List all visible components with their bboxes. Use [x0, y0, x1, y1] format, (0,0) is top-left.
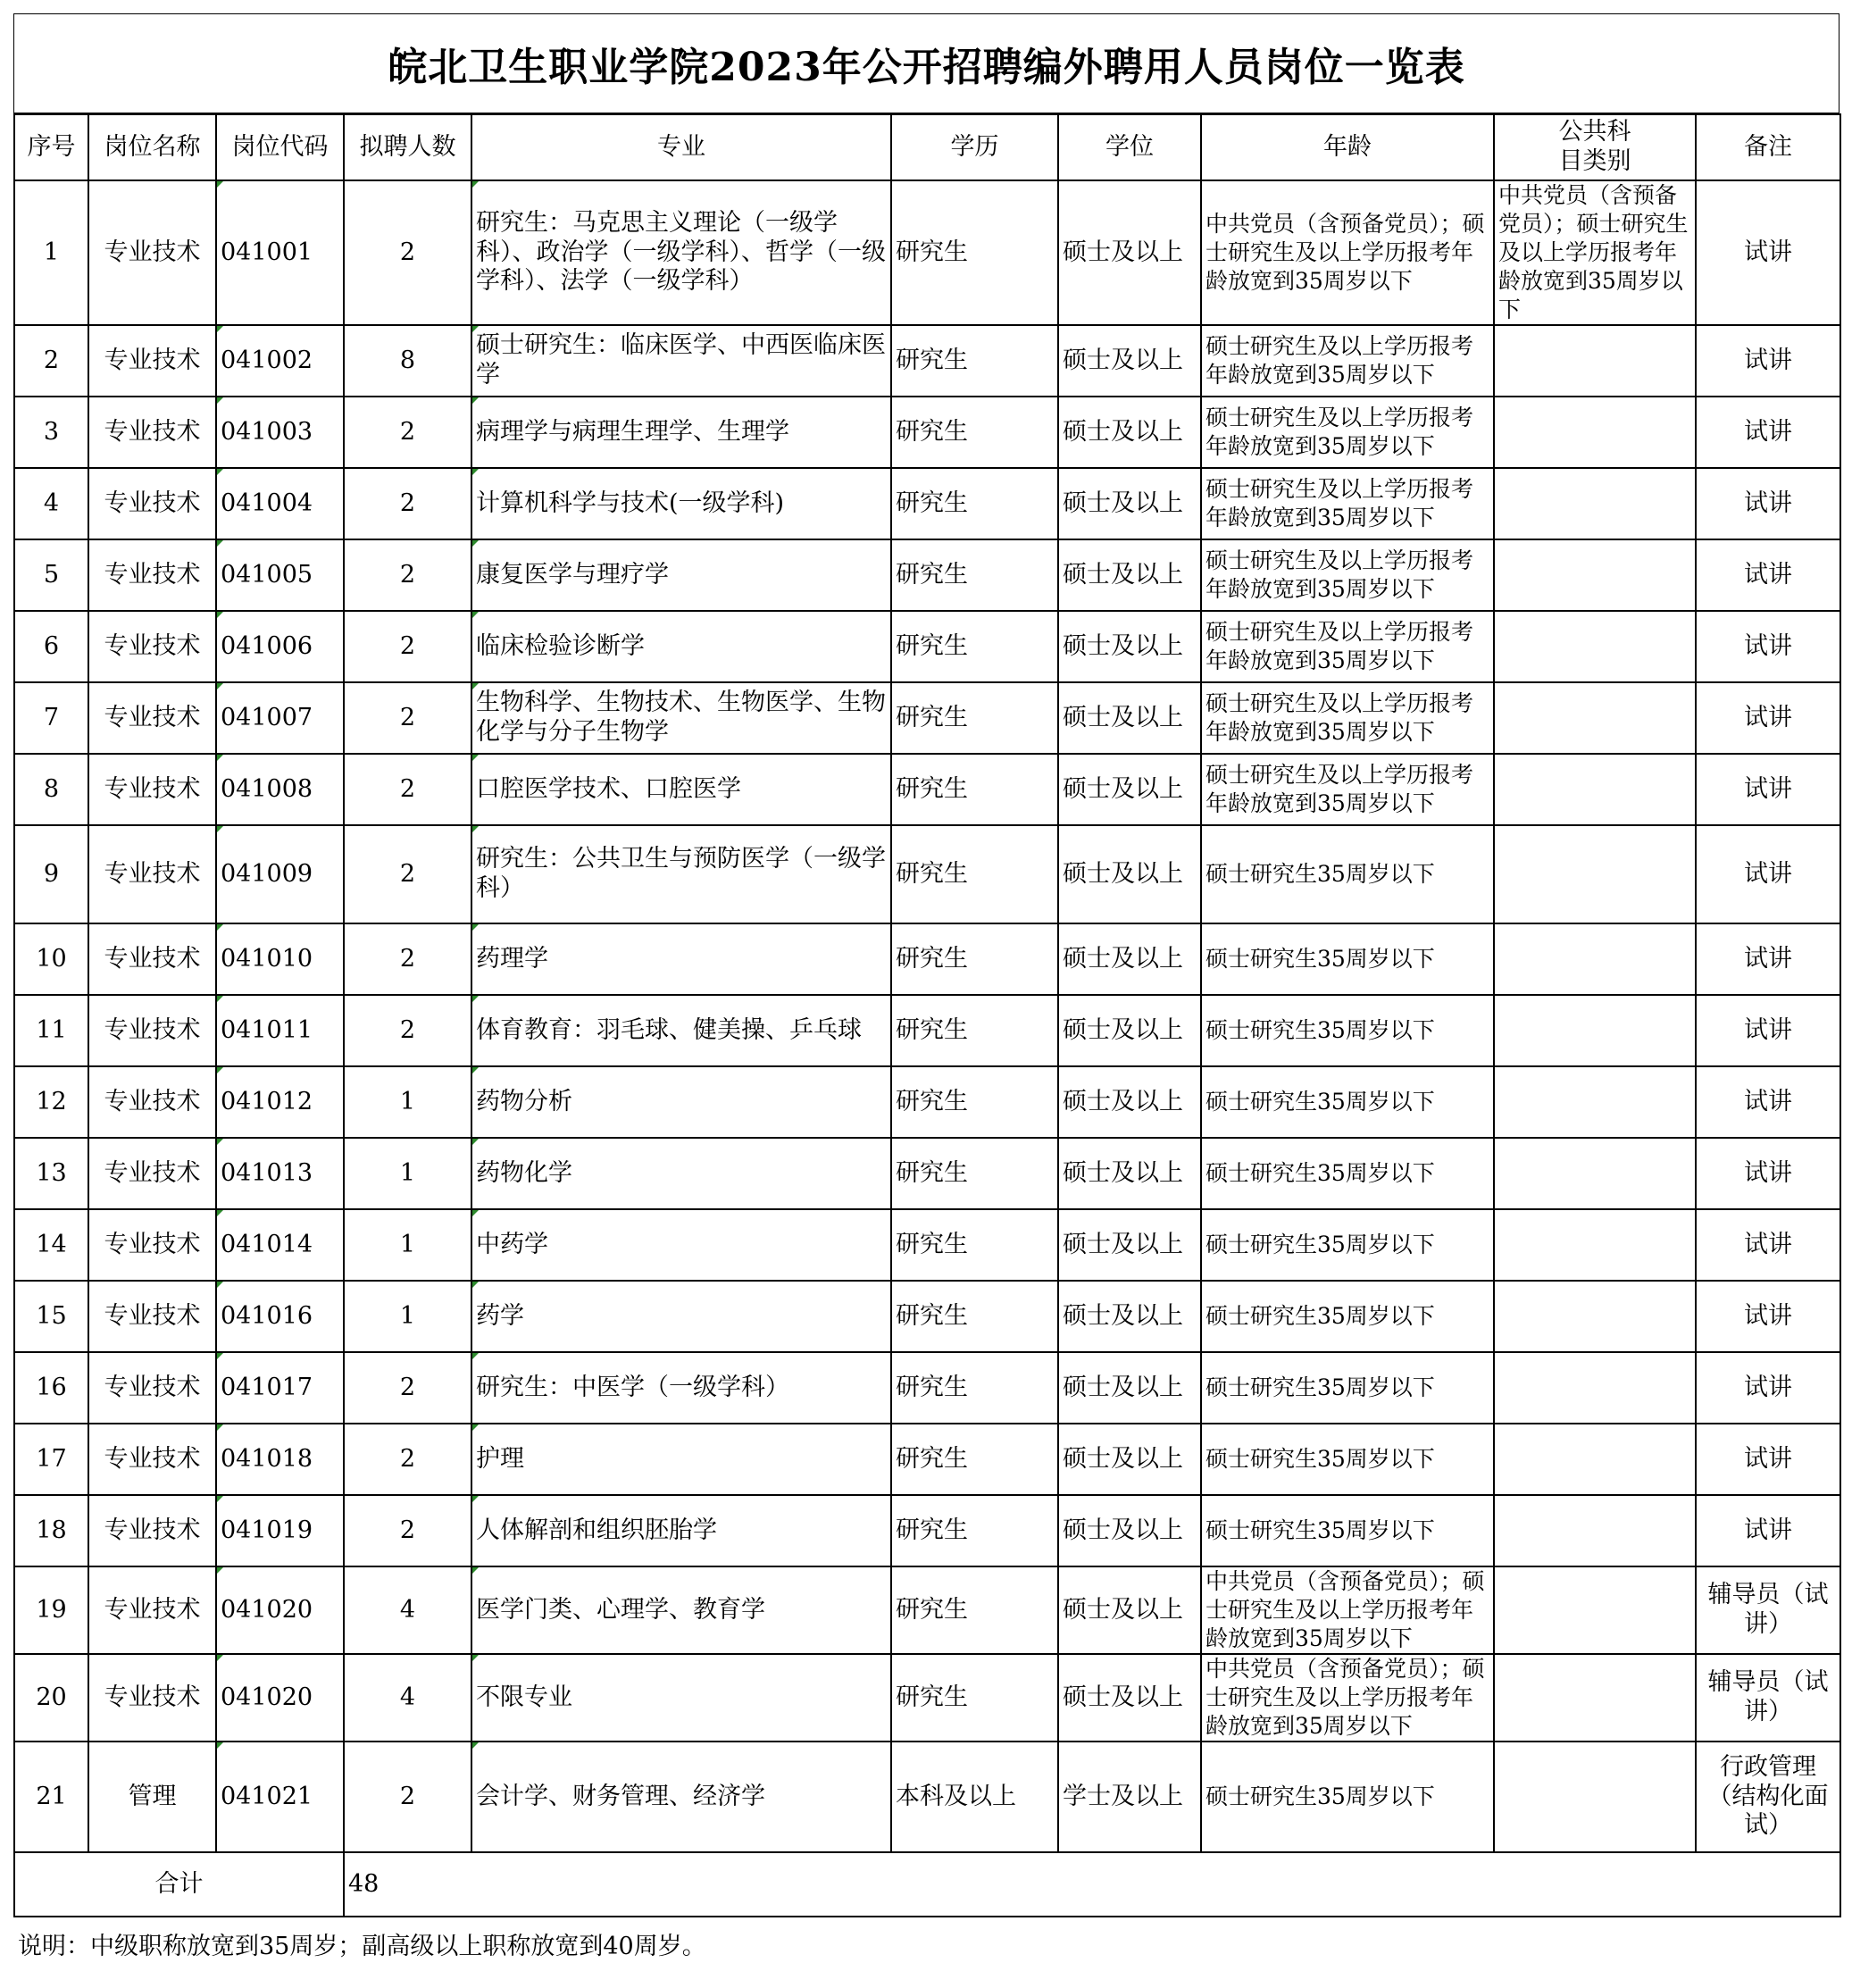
- cell-post-name: 专业技术: [88, 539, 216, 611]
- cell-remark: 试讲: [1696, 325, 1840, 397]
- cell-post-name: 专业技术: [88, 1654, 216, 1742]
- cell-seq: 4: [14, 468, 88, 539]
- cell-age: 中共党员（含预备党员）；硕士研究生及以上学历报考年龄放宽到35周岁以下: [1201, 180, 1494, 325]
- cell-post-name: 专业技术: [88, 468, 216, 539]
- cell-education: 研究生: [891, 1654, 1058, 1742]
- cell-subject: [1494, 611, 1696, 682]
- cell-degree: 硕士及以上: [1058, 1209, 1201, 1281]
- cell-remark: 试讲: [1696, 1209, 1840, 1281]
- cell-degree: 硕士及以上: [1058, 468, 1201, 539]
- header-post-code: 岗位代码: [216, 114, 344, 180]
- cell-post-code: 041019: [216, 1495, 344, 1566]
- cell-seq: 19: [14, 1566, 88, 1654]
- cell-age: 硕士研究生及以上学历报考年龄放宽到35周岁以下: [1201, 682, 1494, 754]
- cell-post-code: 041012: [216, 1066, 344, 1138]
- cell-degree: 硕士及以上: [1058, 1281, 1201, 1352]
- cell-post-name: 专业技术: [88, 1566, 216, 1654]
- total-value: 48: [344, 1852, 1840, 1917]
- cell-post-code: 041003: [216, 397, 344, 468]
- table-row: [14, 180, 1840, 325]
- header-count: 拟聘人数: [344, 114, 471, 180]
- cell-subject: [1494, 1742, 1696, 1852]
- table-row: [14, 1281, 1840, 1352]
- cell-age: 硕士研究生35周岁以下: [1201, 1352, 1494, 1424]
- cell-count: 2: [344, 923, 471, 995]
- cell-post-code: 041004: [216, 468, 344, 539]
- cell-age: 中共党员（含预备党员）；硕士研究生及以上学历报考年龄放宽到35周岁以下: [1201, 1566, 1494, 1654]
- cell-education: 研究生: [891, 539, 1058, 611]
- table-body: [14, 180, 1840, 1852]
- note-row: [14, 1917, 1840, 1976]
- cell-seq: 6: [14, 611, 88, 682]
- cell-education: 研究生: [891, 325, 1058, 397]
- cell-education: 研究生: [891, 180, 1058, 325]
- cell-subject: [1494, 825, 1696, 923]
- cell-subject: [1494, 1138, 1696, 1209]
- table-row: [14, 1138, 1840, 1209]
- cell-count: 8: [344, 325, 471, 397]
- cell-subject: [1494, 468, 1696, 539]
- cell-post-code: 041007: [216, 682, 344, 754]
- cell-subject: [1494, 1495, 1696, 1566]
- cell-education: 研究生: [891, 397, 1058, 468]
- cell-subject: [1494, 325, 1696, 397]
- cell-degree: 硕士及以上: [1058, 180, 1201, 325]
- header-post-name: 岗位名称: [88, 114, 216, 180]
- table-row: [14, 1352, 1840, 1424]
- cell-post-name: 专业技术: [88, 397, 216, 468]
- cell-subject: [1494, 1654, 1696, 1742]
- cell-post-code: 041009: [216, 825, 344, 923]
- cell-seq: 15: [14, 1281, 88, 1352]
- cell-remark: 试讲: [1696, 1281, 1840, 1352]
- header-remark: 备注: [1696, 114, 1840, 180]
- cell-count: 1: [344, 1209, 471, 1281]
- cell-subject: [1494, 1566, 1696, 1654]
- cell-post-name: 专业技术: [88, 923, 216, 995]
- cell-age: 硕士研究生35周岁以下: [1201, 1281, 1494, 1352]
- cell-post-code: 041020: [216, 1654, 344, 1742]
- cell-post-name: 专业技术: [88, 1352, 216, 1424]
- cell-major: 病理学与病理生理学、生理学: [471, 397, 891, 468]
- cell-major: 人体解剖和组织胚胎学: [471, 1495, 891, 1566]
- table-row: [14, 539, 1840, 611]
- header-major: 专业: [471, 114, 891, 180]
- cell-degree: 硕士及以上: [1058, 325, 1201, 397]
- cell-age: 硕士研究生及以上学历报考年龄放宽到35周岁以下: [1201, 611, 1494, 682]
- cell-remark: 试讲: [1696, 397, 1840, 468]
- cell-subject: [1494, 1352, 1696, 1424]
- cell-remark: 试讲: [1696, 611, 1840, 682]
- cell-education: 研究生: [891, 754, 1058, 825]
- cell-education: 研究生: [891, 825, 1058, 923]
- cell-post-code: 041021: [216, 1742, 344, 1852]
- total-label: 合计: [14, 1852, 344, 1917]
- cell-remark: 试讲: [1696, 539, 1840, 611]
- cell-post-code: 041017: [216, 1352, 344, 1424]
- cell-post-code: 041014: [216, 1209, 344, 1281]
- cell-age: 硕士研究生35周岁以下: [1201, 1495, 1494, 1566]
- cell-age: 中共党员（含预备党员）；硕士研究生及以上学历报考年龄放宽到35周岁以下: [1201, 1654, 1494, 1742]
- cell-post-name: 专业技术: [88, 1138, 216, 1209]
- positions-table: [13, 113, 1841, 1976]
- cell-remark: 试讲: [1696, 754, 1840, 825]
- cell-subject: [1494, 923, 1696, 995]
- cell-age: 硕士研究生35周岁以下: [1201, 1138, 1494, 1209]
- cell-education: 研究生: [891, 923, 1058, 995]
- cell-post-code: 041016: [216, 1281, 344, 1352]
- cell-subject: [1494, 1424, 1696, 1495]
- cell-count: 2: [344, 682, 471, 754]
- total-row: [14, 1852, 1840, 1917]
- cell-count: 1: [344, 1066, 471, 1138]
- header-age: 年龄: [1201, 114, 1494, 180]
- cell-major: 计算机科学与技术(一级学科): [471, 468, 891, 539]
- cell-seq: 8: [14, 754, 88, 825]
- table-row: [14, 1209, 1840, 1281]
- cell-count: 4: [344, 1654, 471, 1742]
- cell-education: 研究生: [891, 1424, 1058, 1495]
- cell-major: 药学: [471, 1281, 891, 1352]
- cell-subject: [1494, 754, 1696, 825]
- cell-major: 研究生：中医学（一级学科）: [471, 1352, 891, 1424]
- cell-post-name: 专业技术: [88, 1066, 216, 1138]
- cell-count: 2: [344, 539, 471, 611]
- cell-major: 体育教育：羽毛球、健美操、乒乓球: [471, 995, 891, 1066]
- cell-major: 中药学: [471, 1209, 891, 1281]
- cell-education: 研究生: [891, 682, 1058, 754]
- cell-education: 研究生: [891, 1495, 1058, 1566]
- cell-count: 1: [344, 1138, 471, 1209]
- cell-major: 临床检验诊断学: [471, 611, 891, 682]
- cell-education: 研究生: [891, 1066, 1058, 1138]
- recruitment-sheet: [13, 13, 1839, 1976]
- cell-age: 硕士研究生及以上学历报考年龄放宽到35周岁以下: [1201, 397, 1494, 468]
- cell-post-code: 041011: [216, 995, 344, 1066]
- cell-major: 康复医学与理疗学: [471, 539, 891, 611]
- cell-major: 不限专业: [471, 1654, 891, 1742]
- cell-subject: [1494, 995, 1696, 1066]
- table-row: [14, 397, 1840, 468]
- table-row: [14, 325, 1840, 397]
- cell-post-code: 041010: [216, 923, 344, 995]
- cell-age: 硕士研究生35周岁以下: [1201, 1424, 1494, 1495]
- cell-remark: 辅导员（试讲）: [1696, 1654, 1840, 1742]
- cell-post-name: 专业技术: [88, 180, 216, 325]
- cell-count: 2: [344, 1495, 471, 1566]
- cell-count: 2: [344, 611, 471, 682]
- cell-age: 硕士研究生35周岁以下: [1201, 995, 1494, 1066]
- cell-age: 硕士研究生35周岁以下: [1201, 1209, 1494, 1281]
- cell-seq: 20: [14, 1654, 88, 1742]
- cell-post-name: 专业技术: [88, 754, 216, 825]
- table-row: [14, 1495, 1840, 1566]
- cell-seq: 5: [14, 539, 88, 611]
- cell-degree: 硕士及以上: [1058, 539, 1201, 611]
- cell-post-name: 专业技术: [88, 995, 216, 1066]
- page-title: 皖北卫生职业学院2023年公开招聘编外聘用人员岗位一览表: [13, 13, 1839, 113]
- cell-post-name: 专业技术: [88, 682, 216, 754]
- cell-age: 硕士研究生及以上学历报考年龄放宽到35周岁以下: [1201, 468, 1494, 539]
- table-row: [14, 995, 1840, 1066]
- cell-degree: 硕士及以上: [1058, 397, 1201, 468]
- cell-seq: 16: [14, 1352, 88, 1424]
- cell-count: 2: [344, 1352, 471, 1424]
- cell-post-name: 专业技术: [88, 325, 216, 397]
- cell-degree: 硕士及以上: [1058, 1424, 1201, 1495]
- cell-major: 药物化学: [471, 1138, 891, 1209]
- cell-major: 研究生：马克思主义理论（一级学科）、政治学（一级学科）、哲学（一级学科）、法学（一级学科）: [471, 180, 891, 325]
- cell-degree: 硕士及以上: [1058, 682, 1201, 754]
- cell-count: 1: [344, 1281, 471, 1352]
- table-row: [14, 682, 1840, 754]
- cell-subject: [1494, 1209, 1696, 1281]
- cell-remark: 试讲: [1696, 825, 1840, 923]
- cell-post-name: 专业技术: [88, 611, 216, 682]
- cell-degree: 硕士及以上: [1058, 923, 1201, 995]
- cell-post-code: 041001: [216, 180, 344, 325]
- cell-post-code: 041002: [216, 325, 344, 397]
- cell-count: 2: [344, 754, 471, 825]
- cell-subject: [1494, 539, 1696, 611]
- cell-major: 会计学、财务管理、经济学: [471, 1742, 891, 1852]
- cell-post-name: 专业技术: [88, 1495, 216, 1566]
- cell-seq: 11: [14, 995, 88, 1066]
- table-row: [14, 468, 1840, 539]
- cell-subject: [1494, 397, 1696, 468]
- cell-education: 研究生: [891, 1209, 1058, 1281]
- cell-major: 生物科学、生物技术、生物医学、生物化学与分子生物学: [471, 682, 891, 754]
- header-education: 学历: [891, 114, 1058, 180]
- cell-remark: 试讲: [1696, 682, 1840, 754]
- cell-remark: 行政管理（结构化面试）: [1696, 1742, 1840, 1852]
- table-row: [14, 923, 1840, 995]
- cell-count: 2: [344, 1742, 471, 1852]
- cell-education: 研究生: [891, 1281, 1058, 1352]
- cell-post-code: 041005: [216, 539, 344, 611]
- cell-seq: 9: [14, 825, 88, 923]
- cell-seq: 21: [14, 1742, 88, 1852]
- cell-age: 硕士研究生35周岁以下: [1201, 825, 1494, 923]
- cell-degree: 硕士及以上: [1058, 1138, 1201, 1209]
- cell-age: 硕士研究生及以上学历报考年龄放宽到35周岁以下: [1201, 539, 1494, 611]
- cell-seq: 17: [14, 1424, 88, 1495]
- cell-count: 2: [344, 397, 471, 468]
- cell-subject: [1494, 682, 1696, 754]
- cell-remark: 试讲: [1696, 1138, 1840, 1209]
- cell-post-code: 041018: [216, 1424, 344, 1495]
- cell-subject: [1494, 1066, 1696, 1138]
- cell-seq: 7: [14, 682, 88, 754]
- header-subject: 公共科目类别: [1494, 114, 1696, 180]
- cell-remark: 试讲: [1696, 1066, 1840, 1138]
- cell-major: 医学门类、心理学、教育学: [471, 1566, 891, 1654]
- cell-remark: 试讲: [1696, 1424, 1840, 1495]
- cell-remark: 试讲: [1696, 468, 1840, 539]
- cell-seq: 3: [14, 397, 88, 468]
- cell-seq: 1: [14, 180, 88, 325]
- header-degree: 学位: [1058, 114, 1201, 180]
- table-row: [14, 1066, 1840, 1138]
- cell-count: 2: [344, 180, 471, 325]
- cell-count: 4: [344, 1566, 471, 1654]
- cell-degree: 硕士及以上: [1058, 825, 1201, 923]
- cell-education: 研究生: [891, 468, 1058, 539]
- cell-post-code: 041006: [216, 611, 344, 682]
- cell-degree: 硕士及以上: [1058, 995, 1201, 1066]
- cell-degree: 学士及以上: [1058, 1742, 1201, 1852]
- cell-age: 硕士研究生35周岁以下: [1201, 1742, 1494, 1852]
- cell-count: 2: [344, 825, 471, 923]
- cell-count: 2: [344, 995, 471, 1066]
- cell-age: 硕士研究生35周岁以下: [1201, 1066, 1494, 1138]
- cell-seq: 13: [14, 1138, 88, 1209]
- cell-seq: 18: [14, 1495, 88, 1566]
- cell-seq: 14: [14, 1209, 88, 1281]
- cell-seq: 10: [14, 923, 88, 995]
- cell-education: 研究生: [891, 1138, 1058, 1209]
- cell-count: 2: [344, 468, 471, 539]
- header-row: [14, 114, 1840, 180]
- table-row: [14, 1654, 1840, 1742]
- cell-major: 口腔医学技术、口腔医学: [471, 754, 891, 825]
- cell-post-name: 专业技术: [88, 1281, 216, 1352]
- cell-remark: 试讲: [1696, 995, 1840, 1066]
- table-row: [14, 1424, 1840, 1495]
- cell-degree: 硕士及以上: [1058, 1566, 1201, 1654]
- cell-remark: 试讲: [1696, 1352, 1840, 1424]
- cell-education: 研究生: [891, 1566, 1058, 1654]
- cell-seq: 12: [14, 1066, 88, 1138]
- cell-seq: 2: [14, 325, 88, 397]
- header-seq: 序号: [14, 114, 88, 180]
- cell-post-name: 管理: [88, 1742, 216, 1852]
- cell-education: 研究生: [891, 611, 1058, 682]
- cell-degree: 硕士及以上: [1058, 1066, 1201, 1138]
- cell-age: 硕士研究生35周岁以下: [1201, 923, 1494, 995]
- cell-subject: 中共党员（含预备党员）；硕士研究生及以上学历报考年龄放宽到35周岁以下: [1494, 180, 1696, 325]
- cell-post-name: 专业技术: [88, 825, 216, 923]
- table-row: [14, 1566, 1840, 1654]
- cell-subject: [1494, 1281, 1696, 1352]
- cell-major: 研究生：公共卫生与预防医学（一级学科）: [471, 825, 891, 923]
- cell-degree: 硕士及以上: [1058, 1495, 1201, 1566]
- cell-post-name: 专业技术: [88, 1209, 216, 1281]
- cell-post-code: 041020: [216, 1566, 344, 1654]
- cell-age: 硕士研究生及以上学历报考年龄放宽到35周岁以下: [1201, 325, 1494, 397]
- table-row: [14, 1742, 1840, 1852]
- cell-remark: 试讲: [1696, 923, 1840, 995]
- cell-major: 药物分析: [471, 1066, 891, 1138]
- cell-post-code: 041013: [216, 1138, 344, 1209]
- cell-major: 硕士研究生：临床医学、中西医临床医学: [471, 325, 891, 397]
- table-row: [14, 611, 1840, 682]
- table-row: [14, 825, 1840, 923]
- cell-major: 护理: [471, 1424, 891, 1495]
- cell-post-code: 041008: [216, 754, 344, 825]
- cell-count: 2: [344, 1424, 471, 1495]
- footnote: 说明：中级职称放宽到35周岁；副高级以上职称放宽到40周岁。: [14, 1917, 1840, 1976]
- cell-education: 研究生: [891, 995, 1058, 1066]
- cell-education: 本科及以上: [891, 1742, 1058, 1852]
- cell-major: 药理学: [471, 923, 891, 995]
- cell-degree: 硕士及以上: [1058, 1352, 1201, 1424]
- cell-education: 研究生: [891, 1352, 1058, 1424]
- cell-remark: 试讲: [1696, 180, 1840, 325]
- cell-degree: 硕士及以上: [1058, 611, 1201, 682]
- cell-remark: 试讲: [1696, 1495, 1840, 1566]
- cell-age: 硕士研究生及以上学历报考年龄放宽到35周岁以下: [1201, 754, 1494, 825]
- table-row: [14, 754, 1840, 825]
- cell-remark: 辅导员（试讲）: [1696, 1566, 1840, 1654]
- cell-post-name: 专业技术: [88, 1424, 216, 1495]
- cell-degree: 硕士及以上: [1058, 754, 1201, 825]
- cell-degree: 硕士及以上: [1058, 1654, 1201, 1742]
